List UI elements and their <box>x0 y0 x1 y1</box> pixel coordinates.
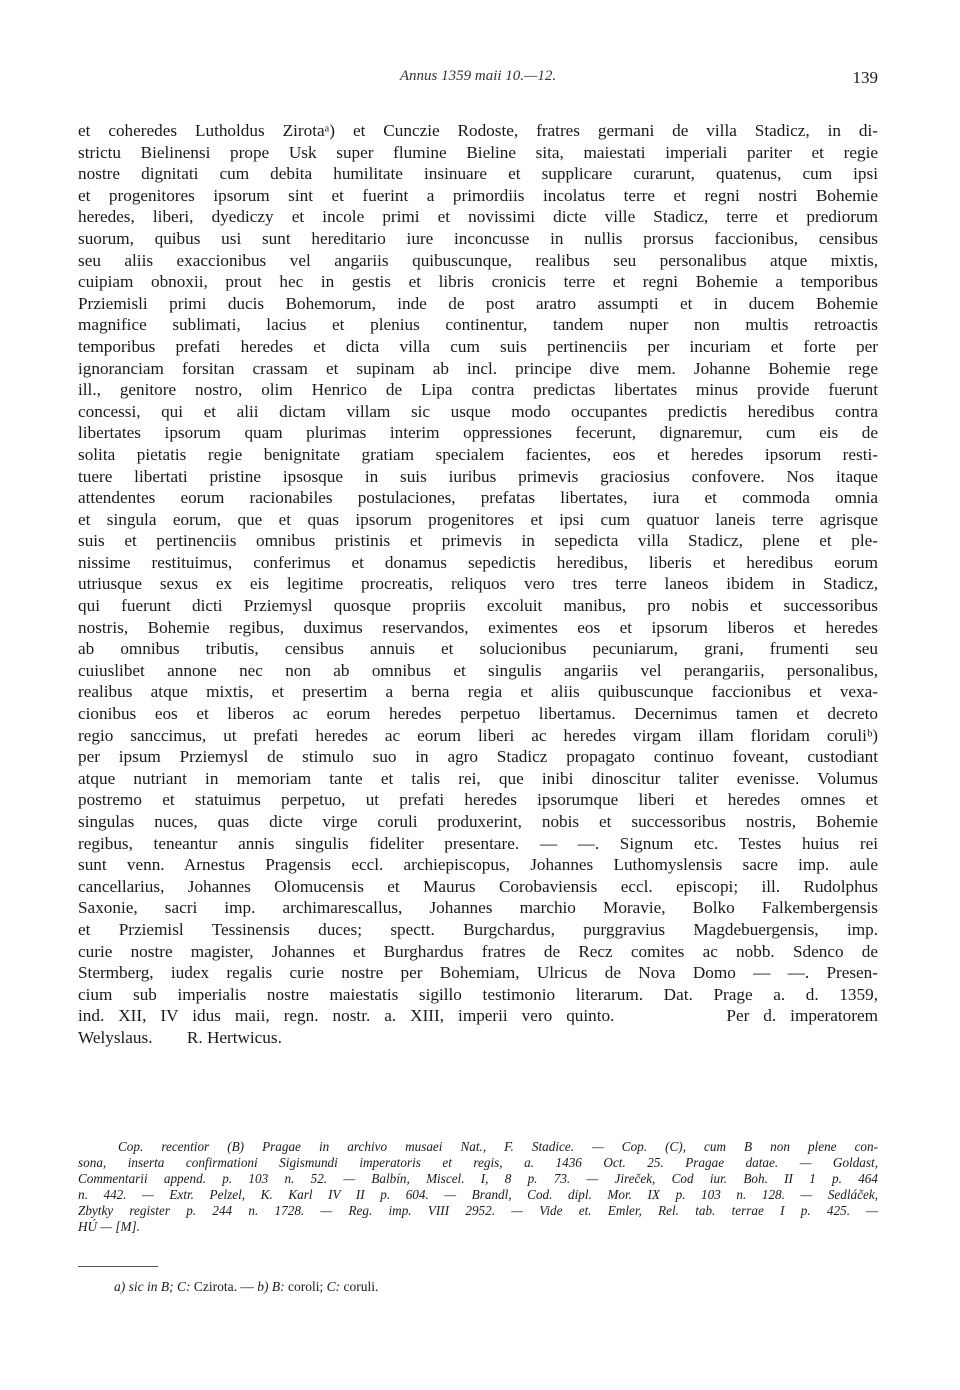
body-line: seu aliis exaccionibus vel angariis quibuscunque, realibus seu personalibus atque mixtis, <box>78 250 878 270</box>
body-line: strictu Bielinensi prope Usk super flumine Bieline sita, maiestati imperiali pariter et regie <box>78 142 878 162</box>
document-body <box>78 120 878 1049</box>
body-line: et progenitores ipsorum sint et fuerint a primordiis incolatus terre et regni nostri Bohemie <box>78 185 878 205</box>
body-line: solita pietatis regie benignitate gratiam specialem facientes, eos et heredes ipsorum resti- <box>78 444 878 464</box>
body-line: cuipiam obnoxii, prout hec in gestis et libris cronicis terre et regni Bohemie a temporibus <box>78 272 878 292</box>
body-line: cium sub imperialis nostre maiestatis sigillo testimonio literarum. Dat. Prage a. d. 1359, <box>78 984 878 1004</box>
body-line: attendentes eorum racionabiles postulaciones, prefatas libertates, iura et commoda omnia <box>78 488 878 508</box>
body-line: et singula eorum, que et quas ipsorum progenitores et ipsi cum quatuor laneis terre agrisque <box>78 509 878 529</box>
footnotes <box>114 1279 378 1295</box>
body-line: realibus atque mixtis, et presertim a berna regia et aliis quibuscunque faccionibus et vexa- <box>78 682 878 702</box>
body-line: ind. XII, IV idus maii, regn. nostr. a. XIII, imperii vero quinto. Per d. imperatorem <box>78 1006 878 1026</box>
body-line: cionibus eos et liberos ac eorum heredes perpetuo libertamus. Decernimus tamen et decreto <box>78 704 878 724</box>
source-note-line: Commentarii append. p. 103 n. 52. — Balbín, Miscel. I, 8 p. 73. — Jireček, Cod iur. Boh. II 1 p. 464 <box>78 1171 878 1186</box>
page-header <box>78 68 878 92</box>
body-line: libertates ipsorum quam plurimas interim oppressiones fecerunt, dignaremur, cum eis de <box>78 423 878 443</box>
footnote-b-value: coroli; <box>288 1279 324 1294</box>
body-line: regio sanccimus, ut prefati heredes ac eorum liberi ac heredes virgam illam floridam coruliᵇ) <box>78 725 878 745</box>
body-line: ignoranciam forsitan crassam et supinam ab incl. principe dive mem. Johanne Bohemie rege <box>78 358 878 378</box>
footnote-b-label: b) B: <box>257 1279 285 1294</box>
footnote-a-value: Czirota. <box>193 1279 237 1294</box>
body-line: tuere libertati pristine ipsosque in suis iuribus primevis graciosius confovere. Nos itaque <box>78 466 878 486</box>
body-line: atque nutriant in memoriam tante et talis rei, que inibi dinoscitur taliter evenisse. Volumus <box>78 768 878 788</box>
body-line: Stermberg, iudex regalis curie nostre per Bohemiam, Ulricus de Nova Domo — —. Presen- <box>78 963 878 983</box>
body-line: ill., genitore nostro, olim Henrico de Lipa contra predictas libertates minus provide fuerunt <box>78 380 878 400</box>
source-note-line: HÚ — [M]. <box>78 1219 140 1234</box>
body-line: Prziemisli primi ducis Bohemorum, inde de post aratro assumpti et in ducem Bohemie <box>78 293 878 313</box>
body-line: Welyslaus. R. Hertwicus. <box>78 1027 282 1047</box>
source-note-line: sona, inserta confirmationi Sigismundi imperatoris et regis, a. 1436 Oct. 25. Pragae datae. — Goldast, <box>78 1155 878 1170</box>
footnote-rule <box>78 1266 158 1267</box>
body-line: heredes, liberi, dyediczy et incole primi et novissimi dicte ville Stadicz, terre et prediorum <box>78 207 878 227</box>
body-line: ab omnibus tributis, censibus annuis et solucionibus pecuniarum, grani, frumenti seu <box>78 639 878 659</box>
body-line: utriusque sexus ex eis legitime procreatis, reliquos vero tres terre laneos ibidem in Stadicz, <box>78 574 878 594</box>
footnote-a-label: a) sic in B; <box>114 1279 174 1294</box>
source-note-line: n. 442. — Extr. Pelzel, K. Karl IV II p. 604. — Brandl, Cod. dipl. Mor. IX p. 103 n. 128. — Sedláček, <box>78 1187 878 1202</box>
body-line: curie nostre magister, Johannes et Burghardus fratres de Recz comites ac nobb. Sdenco de <box>78 941 878 961</box>
footnote-a-c-label: C: <box>177 1279 191 1294</box>
body-line: per ipsum Prziemysl de stimulo suo in agro Stadicz propagato continuo foveant, custodiant <box>78 747 878 767</box>
body-line: nissime restituimus, conferimus et donamus sepedictis heredibus, liberis et heredibus eorum <box>78 552 878 572</box>
body-line: et Prziemisl Tessinensis duces; spectt. Burgchardus, purggravius Magdebuergensis, imp. <box>78 919 878 939</box>
page-number: 139 <box>852 68 878 87</box>
body-line: singulas nuces, quas dicte virge coruli produxerint, nobis et successoribus nostris, Bohemie <box>78 812 878 831</box>
source-note <box>78 1139 878 1235</box>
footnote-separator: — <box>240 1279 254 1294</box>
body-line: Saxonie, sacri imp. archimarescallus, Johannes marchio Moravie, Bolko Falkembergensis <box>78 898 878 918</box>
running-head: Annus 1359 maii 10.—12. <box>399 68 557 84</box>
body-line: nostris, Bohemie regibus, duximus reservandos, eximentes eos et ipsorum liberos et heredes <box>78 617 878 637</box>
body-line: regibus, teneantur annis singulis fideliter presentare. — —. Signum etc. Testes huius rei <box>78 833 878 853</box>
body-line: qui fuerunt dicti Prziemysl quosque propriis excoluit manibus, pro nobis et successoribus <box>78 596 878 616</box>
footnote-b-c-value: coruli. <box>343 1279 379 1294</box>
body-line: cancellarius, Johannes Olomucensis et Maurus Corobaviensis eccl. episcopi; ill. Rudolphus <box>78 876 878 896</box>
body-line: concessi, qui et alii dictam villam sic usque modo occupantes predictis heredibus contra <box>78 401 878 421</box>
body-line: et coheredes Lutholdus Zirotaᵃ) et Cunczie Rodoste, fratres germani de villa Stadicz, in di- <box>78 121 878 140</box>
body-line: nostre dignitati cum debita humilitate insinuare et supplicare curarunt, quatenus, cum ipsi <box>78 164 878 184</box>
footnote-b-c-label: C: <box>326 1279 341 1294</box>
body-line: suorum, quibus usi sunt hereditario iure inconcusse in nullis prorsus faccionibus, censibus <box>78 228 878 248</box>
body-line: suis et pertinenciis omnibus pristinis et primevis in sepedicta villa Stadicz, plene et ple- <box>78 531 878 551</box>
source-note-line: Cop. recentior (B) Pragae in archivo musaei Nat., F. Stadice. — Cop. (C), cum B non plene con- <box>118 1139 878 1154</box>
body-line: cuiuslibet annone nec non ab omnibus et singulis angariis vel perangariis, personalibus, <box>78 660 878 680</box>
body-line: temporibus prefati heredes et dicta villa cum suis pertinenciis per incuriam et forte per <box>78 336 878 356</box>
body-line: magnifice sublimati, lacius et plenius continentur, tandem nuper non multis retroactis <box>78 315 878 335</box>
body-line: sunt venn. Arnestus Pragensis eccl. archiepiscopus, Johannes Luthomyslensis sacre imp. aule <box>78 855 878 875</box>
body-line: postremo et statuimus perpetuo, ut prefati heredes ipsorumque liberi et heredes omnes et <box>78 790 878 810</box>
source-note-line: Zbytky register p. 244 n. 1728. — Reg. imp. VIII 2952. — Vide et. Emler, Rel. tab. terrae I p. 425. — <box>78 1203 878 1218</box>
